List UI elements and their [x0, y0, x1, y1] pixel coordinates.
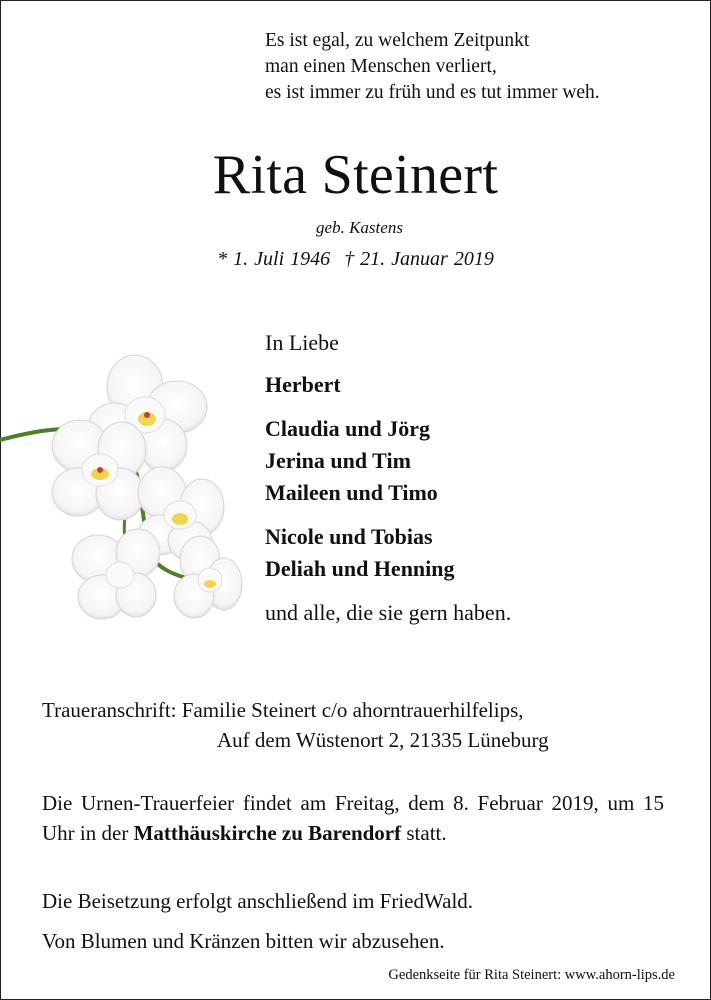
quote-line: es ist immer zu früh und es tut immer weh. [265, 82, 600, 103]
mourner-name: Deliah und Henning [265, 556, 455, 581]
maiden-name: geb. Kastens [316, 218, 403, 237]
mourner-name: Nicole und Tobias [265, 524, 433, 549]
ceremony-info [42, 788, 664, 848]
mourning-address [42, 695, 549, 755]
ceremony-location: Matthäuskirche zu Barendorf [133, 821, 402, 845]
mourner-spouse: Herbert [265, 372, 341, 397]
orchid-flower [52, 420, 146, 520]
orchid-flower [72, 529, 160, 619]
memorial-page-footer: Gedenkseite für Rita Steinert: www.ahorn-lips.de [388, 967, 675, 983]
quote-line: man einen Menschen verliert, [265, 56, 497, 77]
quote-line: Es ist egal, zu welchem Zeitpunkt [265, 30, 530, 51]
orchid-image [0, 340, 250, 630]
ceremony-text: Die Urnen-Trauerfeier findet am Freitag, dem 8. Februar 2019, um 15 Uhr in der [42, 791, 664, 845]
mourner-name: Jerina und Tim [265, 448, 411, 473]
mourner-name: Claudia und Jörg [265, 416, 431, 441]
birth-date: * 1. Juli 1946 [217, 248, 331, 270]
deceased-name: Rita Steinert [212, 144, 499, 206]
flowers-note: Von Blumen und Kränzen bitten wir abzusehen. [42, 929, 445, 953]
mourners-list [265, 327, 511, 629]
address-street-line: Auf dem Wüstenort 2, 21335 Lüneburg [217, 728, 549, 752]
mourners-intro: In Liebe [265, 330, 339, 355]
mourners-closing: und alle, die sie gern haben. [265, 600, 512, 625]
life-dates [0, 248, 711, 271]
burial-info: Die Beisetzung erfolgt anschließend im FriedWald. [42, 889, 474, 913]
address-label-line: Traueranschrift: Familie Steinert c/o ahorntrauerhilfelips, [42, 698, 524, 722]
death-date: † 21. Januar 2019 [344, 248, 494, 270]
orchid-flower [174, 536, 242, 618]
mourner-name: Maileen und Timo [265, 480, 438, 505]
ceremony-text-end: statt. [401, 821, 447, 845]
opening-quote [265, 28, 600, 106]
